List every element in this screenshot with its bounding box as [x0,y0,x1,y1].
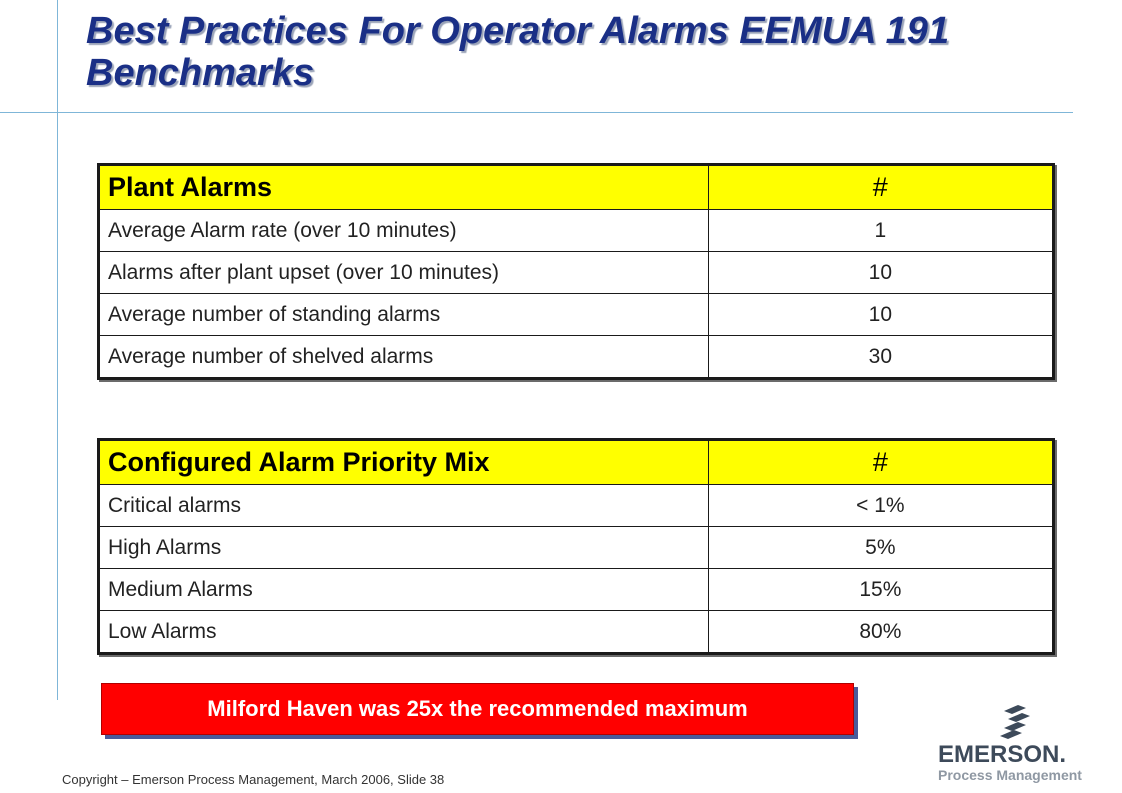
plant-alarms-table [97,163,1055,380]
row-value: 10 [708,252,1053,294]
table-header-label: Configured Alarm Priority Mix [99,440,709,485]
slide-title: Best Practices For Operator Alarms EEMUA 191 Benchmarks [86,10,950,94]
row-label: Critical alarms [99,485,709,527]
table-header-row [99,440,1054,485]
row-value: 1 [708,210,1053,252]
row-value: < 1% [708,485,1053,527]
row-label: Average number of standing alarms [99,294,709,336]
logo-tagline: Process Management [938,767,1082,783]
table-row [99,611,1054,654]
row-value: 80% [708,611,1053,654]
row-value: 30 [708,336,1053,379]
copyright-footer: Copyright – Emerson Process Management, March 2006, Slide 38 [62,772,445,787]
row-label: Average number of shelved alarms [99,336,709,379]
row-label: Average Alarm rate (over 10 minutes) [99,210,709,252]
horizontal-guide-line [0,112,1073,113]
warning-banner: Milford Haven was 25x the recommended maximum [101,683,854,735]
table-header-value: # [708,165,1053,210]
table-row [99,527,1054,569]
table-row [99,336,1054,379]
table-row [99,569,1054,611]
row-label: Low Alarms [99,611,709,654]
table-row [99,210,1054,252]
row-label: Medium Alarms [99,569,709,611]
table-row [99,294,1054,336]
row-label: Alarms after plant upset (over 10 minutes) [99,252,709,294]
priority-mix-table [97,438,1055,655]
table-header-label: Plant Alarms [99,165,709,210]
table-row [99,252,1054,294]
table-row [99,485,1054,527]
logo-wordmark: EMERSON. [938,741,1067,768]
row-value: 10 [708,294,1053,336]
vertical-guide-line [57,0,58,700]
row-label: High Alarms [99,527,709,569]
row-value: 5% [708,527,1053,569]
emerson-logo-mark-icon [1000,705,1030,739]
table-header-row [99,165,1054,210]
row-value: 15% [708,569,1053,611]
table-header-value: # [708,440,1053,485]
emerson-logo [938,705,1098,787]
